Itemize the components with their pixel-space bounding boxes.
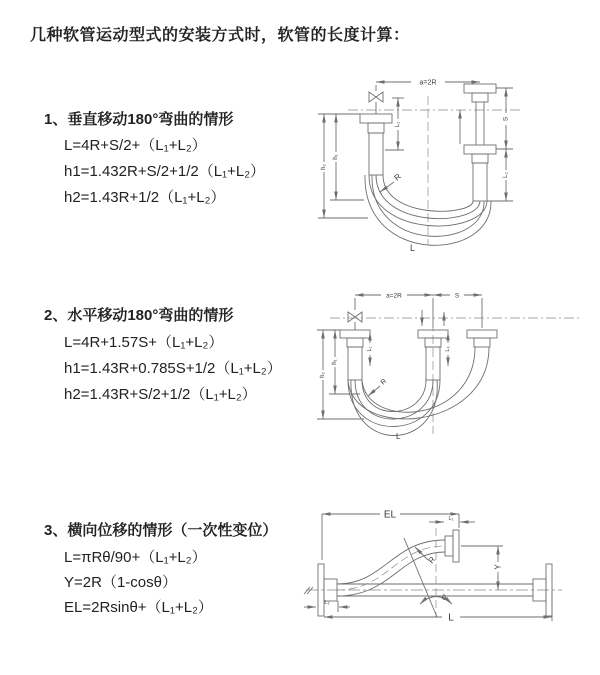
- radius-leader: [368, 386, 380, 396]
- valve-icon: [369, 92, 383, 114]
- dim-label-l: L: [448, 612, 454, 624]
- section-2-formula-h1: h1=1.43R+0.785S+1/2（L₁+L₂）: [64, 360, 282, 377]
- section-2-formula-h2: h2=1.43R+S/2+1/2（L₁+L₂）: [64, 386, 257, 403]
- left-flange: [340, 330, 370, 338]
- right-flange-lower: [464, 145, 496, 154]
- braid-hatch-left: [348, 347, 362, 380]
- length-label: L: [396, 432, 401, 441]
- section-3-heading: 3、横向位移的情形（一次性变位）: [44, 522, 278, 539]
- braid-hatch-right: [473, 163, 487, 201]
- hose-curves: [337, 540, 445, 596]
- right-flange-moved: [467, 330, 497, 338]
- dim-label-s: S: [454, 292, 460, 300]
- section-3-formula-Y: Y=2R（1-cosθ）: [64, 574, 177, 591]
- braid-hatch-left: [369, 133, 383, 175]
- hose-curves: [348, 347, 489, 436]
- diagram-lateral-displacement: [300, 500, 600, 660]
- radius-label: R: [379, 377, 389, 387]
- right-flange-upper: [464, 84, 496, 93]
- dim-label-h2: h₂: [320, 372, 326, 378]
- break-mark-icon: [304, 587, 313, 594]
- section-3-formula-EL: EL=2Rsinθ+（L₁+L₂）: [64, 599, 213, 616]
- dim-label-a2r: a=2R: [386, 292, 402, 300]
- radius-label: R: [426, 555, 438, 566]
- valve-icon: [348, 312, 362, 330]
- dim-label-h1: h₁: [332, 359, 338, 365]
- left-flange: [360, 114, 392, 123]
- radius-label: R: [392, 171, 403, 183]
- dim-label-y: Y: [493, 564, 503, 570]
- dim-label-el: EL: [383, 509, 397, 521]
- diagram-horizontal-180-bend: [312, 282, 600, 452]
- section-1-formula-h2: h2=1.43R+1/2（L₁+L₂）: [64, 189, 226, 206]
- dim-label-l1: L₁: [395, 121, 401, 128]
- dim-label-l2: L₂: [445, 346, 451, 352]
- page-title: 几种软管运动型式的安装方式时，软管的长度计算：: [30, 27, 410, 44]
- dim-label-l2: L₂: [324, 600, 330, 606]
- radius-leader: [415, 547, 428, 560]
- section-1-heading: 1、垂直移动180°弯曲的情形: [44, 111, 234, 128]
- section-1-formula-h1: h1=1.432R+S/2+1/2（L₁+L₂）: [64, 163, 266, 180]
- dim-label-l1: L₁: [367, 346, 373, 352]
- moved-flange: [453, 530, 459, 562]
- angle-label: θ: [442, 595, 446, 602]
- section-3-formula-L: L=πRθ/90+（L₁+L₂）: [64, 549, 207, 566]
- section-1-formula-L: L=4R+S/2+（L₁+L₂）: [64, 137, 207, 154]
- dim-label-l2: L₂: [503, 172, 509, 178]
- dim-label-h2: h₂: [321, 164, 327, 170]
- dim-label-l1: L₁: [448, 516, 454, 522]
- dim-label-s: S: [502, 116, 510, 122]
- section-2-heading: 2、水平移动180°弯曲的情形: [44, 307, 234, 324]
- angle-incline-line: [404, 538, 437, 617]
- dim-label-a2r: a=2R: [419, 79, 437, 87]
- length-label: L: [410, 243, 416, 253]
- section-2-formula-L: L=4R+1.57S+（L₁+L₂）: [64, 334, 224, 351]
- diagram-vertical-180-bend: [310, 70, 590, 260]
- dim-label-h1: h₁: [333, 154, 339, 160]
